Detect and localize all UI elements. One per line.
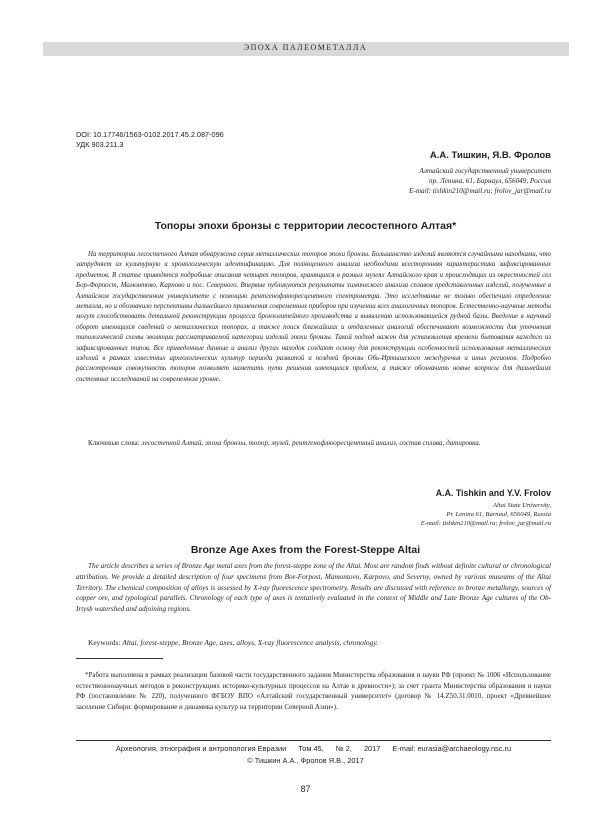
copyright: © Тишкин А.А., Фролов Я.В., 2017	[247, 756, 364, 765]
keywords-en-value: Altai, forest-steppe, Bronze Age, axes, alloys, X-ray fluorescence analysis, chronology.	[122, 638, 379, 647]
affiliation-en	[421, 501, 551, 529]
abstract-en: The article describes a series of Bronze Age metal axes from the forest-steppe zone of the Altai. Most are random finds without definite cultural or chronological attribution. We provide a detailed description of four specimens from Bor-Forpost, Mamontovo, Karpovo, and Severny, owned by various museums of the Altai Territory. The chemical composition of alloys is assessed by X-ray fluorescence spectrometry. Results are discussed with reference to bronze metallurgy, sources of copper ore, and typological parallels. Chronology of each type of axes is tentatively evaluated in the context of Middle and Late Bronze Age cultures of the Ob-Irtysh watershed and adjoining regions.	[76, 562, 551, 614]
keywords-en	[76, 638, 551, 649]
affiliation-en-line: Pr. Lenina 61, Barnaul, 656049, Russia	[446, 511, 551, 519]
journal-issue: № 2,	[335, 744, 352, 753]
affiliation-ru	[409, 166, 551, 196]
journal-volume: Том 45,	[298, 744, 324, 753]
footnote: *Работа выполнена в рамках реализации базовой части государственного задания Министерства образования и науки РФ (проект № 1006 «Использование естественнонаучных методов в реконструкциях историко-культурных процессов на Алтае в древности»); за счет гранта Министерства образования и науки РФ (постановление № 220), полученного ФГБОУ ВПО «Алтайский государственный университет» (договор № 14.Z50.31.0010, проект «Древнейшее заселение Сибири: формирование и динамика культур на территории Северной Азии»).	[76, 671, 551, 711]
footer-rule	[76, 740, 551, 741]
affiliation-en-line: Altai State University,	[492, 502, 551, 509]
affiliation-ru-line: пр. Ленина, 61, Барнаул, 656049, Россия	[429, 177, 551, 185]
journal-name: Археология, этнография и антропология Евразии	[115, 744, 287, 753]
doi[interactable]: DOI: 10.17746/1563-0102.2017.45.2.087-096	[76, 130, 224, 139]
footnote-rule	[76, 658, 163, 659]
keywords-ru-label: Ключевые слова:	[88, 439, 140, 447]
affiliation-ru-line: E-mail: tishkin210@mail.ru; frolov_jar@mail.ru	[409, 187, 551, 195]
keywords-ru-value: лесостепной Алтай, эпоха бронзы, топор, музей, рентгенофлюоресцентный анализ, состав сплава, датировка.	[141, 439, 481, 447]
abstract-ru: На территории лесостепного Алтая обнаружена серия металлических топоров эпохи бронзы. Большинство изделий являются случайными находками, что затрудняет их культурную и хронологическую идентификацию. Для полноценного анализа необходима всесторонняя характеристика зафиксированных предметов. В статье приводятся подробные описания четырех топоров, хранящихся в разных музеях Алтайского края и происходящих из окрестностей сел Бор-Форпост, Мамонтово, Карпово и пос. Северного. Впервые публикуются результаты химического анализа сплавов представленных изделий, полученные в Алтайском государственном университете с помощью рентгенофлюоресцентного спектрометра. Это исследование не только обеспечило определение металла, но и обозначило перспективы дальнейшего применения современных приборов при изучении всех аналогичных топоров. Естественно-научные методы могут способствовать детальной реконструкции процесса бронзолитейного производства и выявлению использовавшейся рудной базы. Введение в научный оборот имеющихся сведений о металлических топорах, а также поиск ближайших и отдаленных аналогий обеспечивают возможности для уточнения типологической схемы эволюции рассматриваемой категории изделий эпохи бронзы. Такой подход важен для установления времени бытования каждого из зафиксированных типов. Все приведенные данные и анализ других находок создают основу для реконструкции особенностей использования металлических изделий в рамках известных археологических культур периода развитой и поздней бронзы Обь-Иртышского междуречья и иных регионов. Подробно рассмотренная совокупность топоров позволяет наметить пути решения имеющихся проблем, а также обозначить новые вопросы для дальнейших системных исследований на современном уровне.	[76, 251, 551, 383]
keywords-ru	[76, 438, 551, 448]
section-header: ЭПОХА ПАЛЕОМЕТАЛЛА	[243, 43, 368, 52]
journal-line	[76, 744, 551, 753]
affiliation-en-line: E-mail: tishkin210@mail.ru; frolov_jar@mail.ru	[420, 520, 551, 528]
article-title-ru: Топоры эпохи бронзы с территории лесостепного Алтая*	[154, 220, 457, 232]
affiliation-ru-line: Алтайский государственный университет	[419, 167, 551, 175]
authors-en: A.A. Tishkin and Y.V. Frolov	[435, 488, 551, 498]
journal-email[interactable]: E-mail: eurasia@archaeology.nsc.ru	[392, 744, 512, 753]
keywords-en-label: Keywords:	[88, 638, 121, 647]
udc: УДК 903.211.3	[76, 140, 124, 149]
journal-year: 2017	[363, 744, 381, 753]
page-number: 87	[300, 784, 311, 794]
authors-ru: А.А. Тишкин, Я.В. Фролов	[429, 150, 551, 161]
article-title-en: Bronze Age Axes from the Forest-Steppe Altai	[190, 544, 421, 556]
